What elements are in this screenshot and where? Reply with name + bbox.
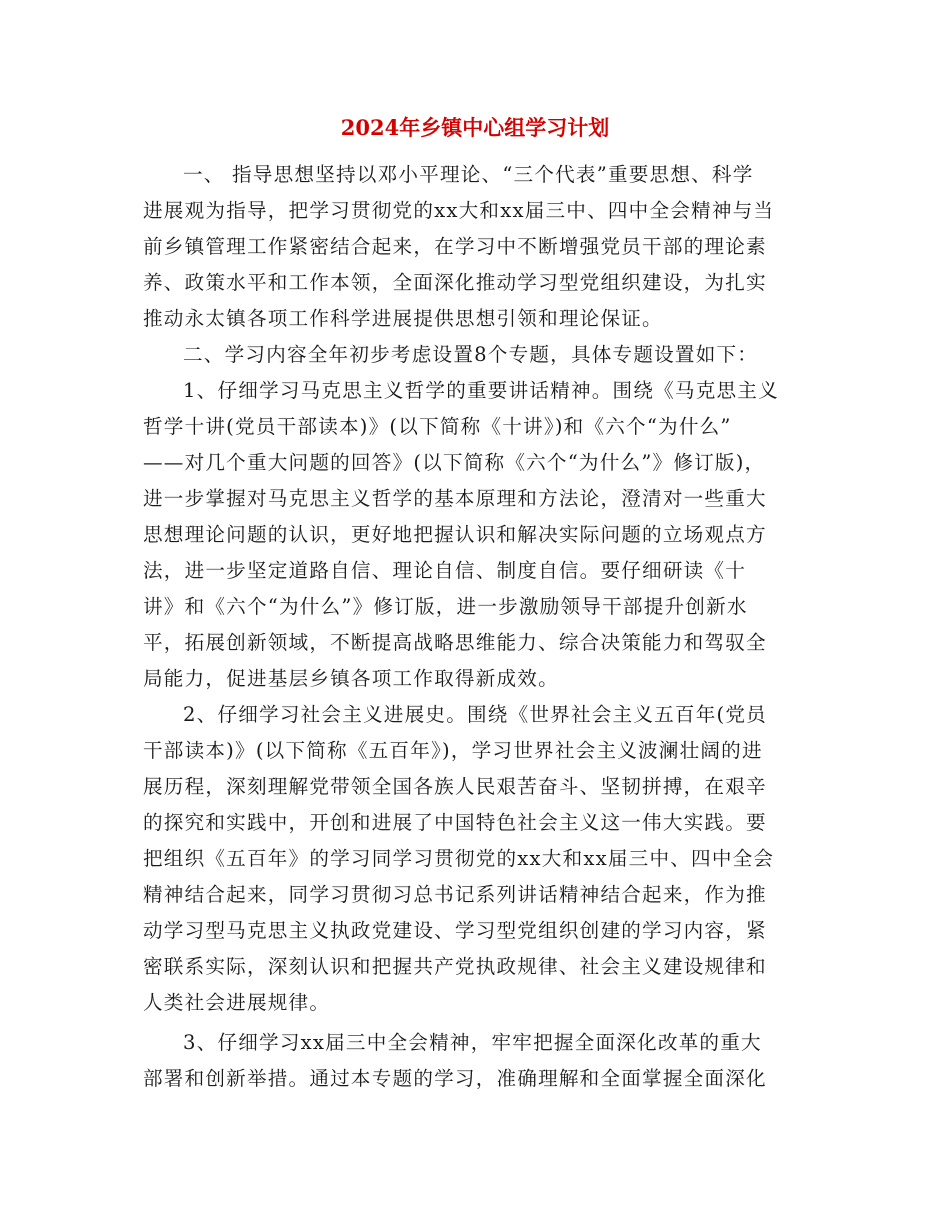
document-title: 2024年乡镇中心组学习计划 (340, 115, 610, 140)
text-line: 进一步掌握对马克思主义哲学的基本原理和方法论，澄清对一些重大 (143, 487, 767, 510)
text-line: 推动永太镇各项工作科学进展提供思想引领和理论保证。 (143, 307, 663, 330)
paragraph-guiding-ideology (143, 157, 823, 337)
paragraph-topic-1 (143, 373, 823, 697)
text-line: 平，拓展创新领域，不断提高战略思维能力、综合决策能力和驾驭全 (143, 631, 767, 654)
text-line: ——对几个重大问题的回答》(以下简称《六个“为什么”》修订版)， (143, 451, 766, 474)
text-line: 讲》和《六个“为什么”》修订版，进一步激励领导干部提升创新水 (143, 595, 748, 618)
text-line: 密联系实际，深刻认识和把握共产党执政规律、社会主义建设规律和 (143, 955, 767, 978)
text-line: 干部读本)》(以下简称《五百年》)，学习世界社会主义波澜壮阔的进 (143, 739, 763, 762)
text-line: 3、仔细学习xx届三中全会精神，牢牢把握全面深化改革的重大 (183, 1031, 762, 1054)
text-line: 的探究和实践中，开创和进展了中国特色社会主义这一伟大实践。要 (143, 811, 767, 834)
text-line: 精神结合起来，同学习贯彻习总书记系列讲话精神结合起来，作为推 (143, 883, 767, 906)
text-line: 二、学习内容全年初步考虑设置8个专题，具体专题设置如下： (183, 343, 759, 366)
text-line: 展历程，深刻理解党带领全国各族人民艰苦奋斗、坚韧拼搏，在艰辛 (143, 775, 767, 798)
paragraph-topic-3 (143, 1025, 823, 1097)
text-line: 进展观为指导，把学习贯彻党的xx大和xx届三中、四中全会精神与当 (143, 199, 775, 222)
document-body (143, 157, 823, 1097)
text-line: 法，进一步坚定道路自信、理论自信、制度自信。要仔细研读《十 (143, 559, 747, 582)
text-line: 养、政策水平和工作本领，全面深化推动学习型党组织建设，为扎实 (143, 271, 767, 294)
paragraph-topic-2 (143, 697, 823, 1021)
text-line: 人类社会进展规律。 (143, 991, 331, 1014)
text-line: 动学习型马克思主义执政党建设、学习型党组织创建的学习内容，紧 (143, 919, 767, 942)
text-line: 前乡镇管理工作紧密结合起来，在学习中不断增强党员干部的理论素 (143, 235, 767, 258)
text-line: 1、仔细学习马克思主义哲学的重要讲话精神。围绕《马克思主义 (183, 379, 779, 402)
text-line: 哲学十讲(党员干部读本)》(以下简称《十讲》)和《六个“为什么” (143, 415, 732, 438)
text-line: 思想理论问题的认识，更好地把握认识和解决实际问题的立场观点方 (143, 523, 767, 546)
paragraph-study-content (143, 337, 823, 373)
text-line: 部署和创新举措。通过本专题的学习，准确理解和全面掌握全面深化 (143, 1067, 767, 1090)
text-line: 把组织《五百年》的学习同学习贯彻党的xx大和xx届三中、四中全会 (143, 847, 775, 870)
text-line: 一、 指导思想坚持以邓小平理论、“三个代表”重要思想、科学 (183, 163, 754, 186)
text-line: 局能力，促进基层乡镇各项工作取得新成效。 (143, 667, 559, 690)
text-line: 2、仔细学习社会主义进展史。围绕《世界社会主义五百年(党员 (183, 703, 767, 726)
